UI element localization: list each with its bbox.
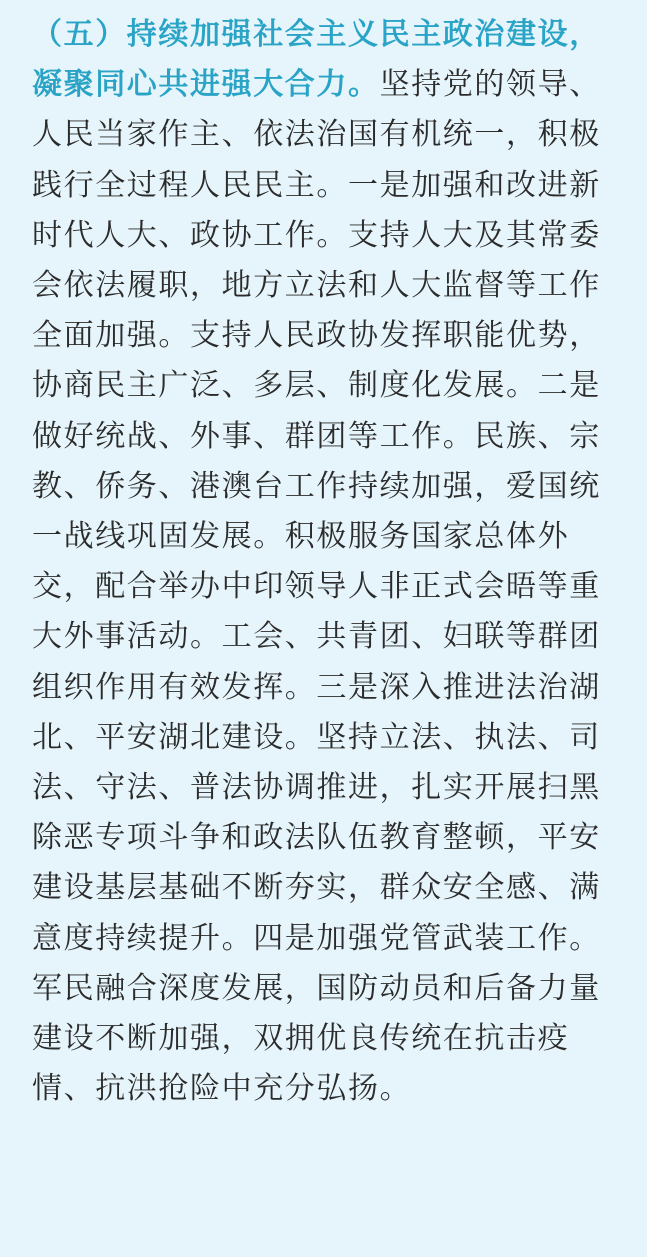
- body-text-line: 全面加强。支持人民政协发挥职能优势，: [32, 318, 601, 354]
- section-paragraph: [32, 10, 615, 1114]
- body-text-line: 建设基层基础不断夯实，群众安全感、满: [32, 870, 601, 906]
- section-heading: （五）持续加强社会主义民主政治建设，: [32, 17, 601, 52]
- body-text-line: 交，配合举办中印领导人非正式会晤等重: [32, 569, 601, 605]
- body-text-line: 会依法履职，地方立法和人大监督等工作: [32, 268, 601, 304]
- body-text-line: 坚持党的领导、: [379, 67, 601, 103]
- heading-line-1: [32, 10, 615, 60]
- body-text-line: 协商民主广泛、多层、制度化发展。二是: [32, 368, 601, 404]
- body-text-line: 践行全过程人民民主。一是加强和改进新: [32, 167, 601, 203]
- body-text-line: 做好统战、外事、群团等工作。民族、宗: [32, 418, 601, 454]
- body-text-line: 大外事活动。工会、共青团、妇联等群团: [32, 619, 601, 655]
- heading-line-2: [32, 60, 615, 110]
- body-text-line: 教、侨务、港澳台工作持续加强，爱国统: [32, 468, 601, 504]
- body-text-line: 法、守法、普法协调推进，扎实开展扫黑: [32, 770, 601, 806]
- body-text-line: 情、抗洪抢险中充分弘扬。: [32, 1071, 412, 1107]
- body-text-line: 一战线巩固发展。积极服务国家总体外: [32, 519, 570, 555]
- body-text-line: 除恶专项斗争和政法队伍教育整顿，平安: [32, 820, 601, 856]
- body-text-line: 人民当家作主、依法治国有机统一，积极: [32, 117, 601, 153]
- body-text-line: 时代人大、政协工作。支持人大及其常委: [32, 217, 601, 253]
- body-text-line: 军民融合深度发展，国防动员和后备力量: [32, 970, 601, 1006]
- body-text-line: 建设不断加强，双拥优良传统在抗击疫: [32, 1021, 570, 1057]
- body-text-line: 北、平安湖北建设。坚持立法、执法、司: [32, 719, 601, 755]
- section-heading-continued: 凝聚同心共进强大合力。: [32, 67, 380, 103]
- body-text-line: 组织作用有效发挥。三是深入推进法治湖: [32, 669, 601, 705]
- body-text-line: 意度持续提升。四是加强党管武装工作。: [32, 920, 601, 956]
